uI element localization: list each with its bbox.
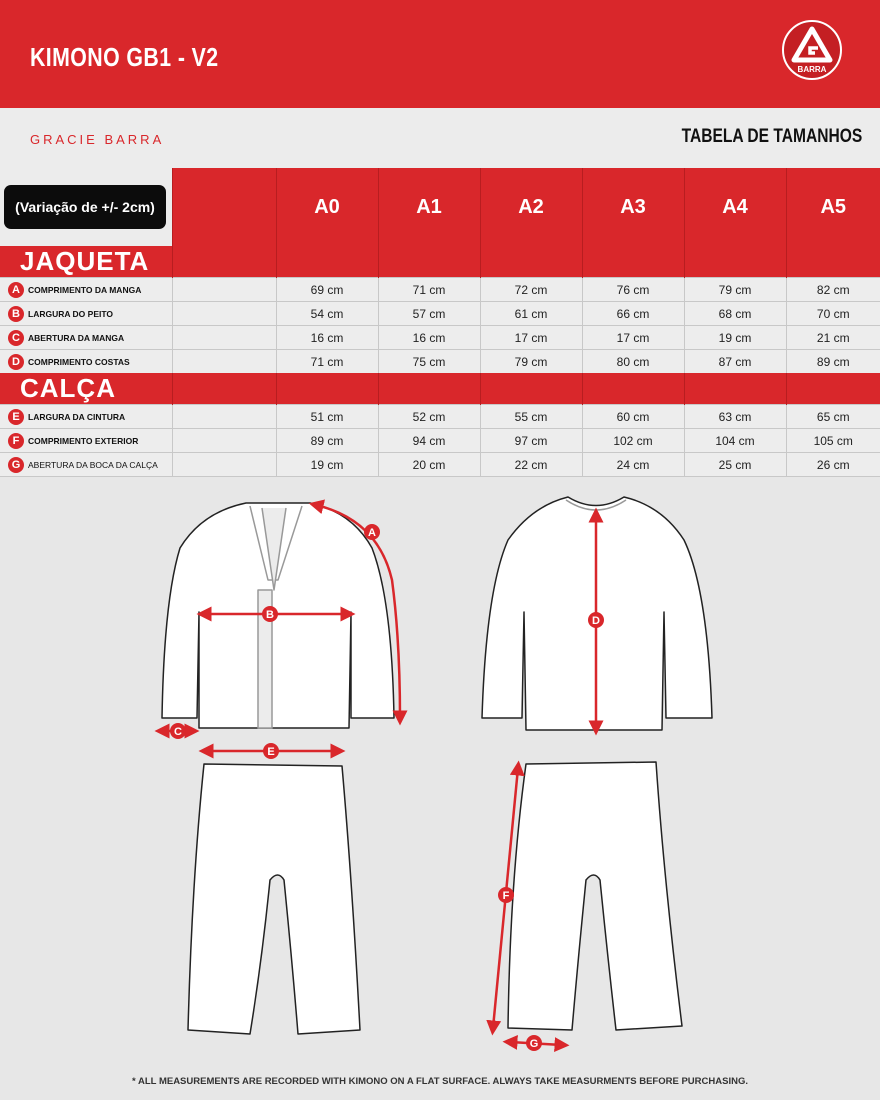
table-cell: 20 cm [378, 453, 480, 477]
size-chart-title: TABELA DE TAMANHOS [681, 126, 862, 147]
row-label [0, 326, 172, 350]
table-cell: 51 cm [276, 405, 378, 429]
marker-g-letter: G [529, 1038, 539, 1050]
table-cell: 16 cm [276, 326, 378, 350]
measurement-diagram [0, 486, 880, 1066]
table-cell: 68 cm [684, 302, 786, 326]
table-cell: 54 cm [276, 302, 378, 326]
marker-badge: F [8, 433, 24, 449]
table-row [0, 350, 880, 374]
marker-badge: C [8, 330, 24, 346]
row-label [0, 302, 172, 326]
table-cell: 94 cm [378, 429, 480, 453]
table-cell: 70 cm [786, 302, 880, 326]
marker-f-letter: F [502, 890, 510, 902]
table-cell: 22 cm [480, 453, 582, 477]
logo-text: BARRA [797, 65, 827, 74]
gracie-barra-logo [782, 20, 842, 80]
size-header: A3 [582, 168, 684, 246]
section-label: CALÇA [0, 373, 172, 405]
brand-wordmark: GRACIE BARRA [30, 132, 165, 147]
size-header-row [0, 168, 880, 246]
row-label [0, 405, 172, 429]
marker-badge: A [8, 282, 24, 298]
row-label [0, 278, 172, 302]
table-cell: 57 cm [378, 302, 480, 326]
marker-a [364, 524, 380, 540]
table-cell: 25 cm [684, 453, 786, 477]
table-cell: 97 cm [480, 429, 582, 453]
table-cell: 79 cm [684, 278, 786, 302]
size-header: A2 [480, 168, 582, 246]
marker-c [170, 723, 186, 739]
table-cell: 55 cm [480, 405, 582, 429]
size-header: A1 [378, 168, 480, 246]
size-header: A4 [684, 168, 786, 246]
size-header: A5 [786, 168, 880, 246]
row-label-text: COMPRIMENTO DA MANGA [28, 284, 142, 295]
table-cell: 71 cm [378, 278, 480, 302]
table-cell: 71 cm [276, 350, 378, 374]
variation-cell [0, 168, 172, 246]
table-cell: 19 cm [276, 453, 378, 477]
header-spacer [172, 168, 276, 246]
variation-badge: (Variação de +/- 2cm) [4, 185, 166, 229]
row-label [0, 350, 172, 374]
marker-e-letter: E [267, 746, 275, 758]
jacket-front-drawing [162, 503, 394, 728]
pants-back-drawing [508, 762, 682, 1030]
size-header: A0 [276, 168, 378, 246]
marker-d-letter: D [592, 615, 600, 627]
table-cell: 60 cm [582, 405, 684, 429]
row-label-text: ABERTURA DA BOCA DA CALÇA [28, 459, 158, 470]
table-row [0, 429, 880, 453]
row-label [0, 429, 172, 453]
table-cell: 87 cm [684, 350, 786, 374]
table-cell: 17 cm [582, 326, 684, 350]
section-row-jaqueta [0, 246, 880, 278]
table-cell: 105 cm [786, 429, 880, 453]
table-cell: 26 cm [786, 453, 880, 477]
table-cell: 61 cm [480, 302, 582, 326]
table-cell: 21 cm [786, 326, 880, 350]
table-cell: 19 cm [684, 326, 786, 350]
row-label-text: ABERTURA DA MANGA [28, 332, 125, 343]
table-cell: 104 cm [684, 429, 786, 453]
table-row [0, 302, 880, 326]
page-title: KIMONO GB1 - V2 [30, 42, 219, 72]
table-cell: 66 cm [582, 302, 684, 326]
row-label-text: LARGURA DA CINTURA [28, 411, 126, 422]
marker-b [262, 606, 278, 622]
marker-c-letter: C [174, 726, 182, 738]
row-label-text: LARGURA DO PEITO [28, 308, 114, 319]
table-cell: 89 cm [786, 350, 880, 374]
footnote: * ALL MEASUREMENTS ARE RECORDED WITH KIMONO ON A FLAT SURFACE. ALWAYS TAKE MEASURMENTS BEFORE PURCHASING. [132, 1076, 748, 1087]
marker-badge: B [8, 306, 24, 322]
marker-badge: E [8, 409, 24, 425]
table-cell: 82 cm [786, 278, 880, 302]
table-cell: 63 cm [684, 405, 786, 429]
table-row [0, 326, 880, 350]
marker-f [498, 887, 514, 903]
table-cell: 16 cm [378, 326, 480, 350]
table-cell: 80 cm [582, 350, 684, 374]
table-cell: 52 cm [378, 405, 480, 429]
marker-g [526, 1035, 542, 1051]
table-cell: 24 cm [582, 453, 684, 477]
table-row [0, 405, 880, 429]
marker-b-letter: B [266, 609, 274, 621]
section-label: JAQUETA [0, 246, 172, 278]
marker-badge: G [8, 457, 24, 473]
row-label-text: COMPRIMENTO EXTERIOR [28, 435, 139, 446]
table-cell: 102 cm [582, 429, 684, 453]
table-cell: 72 cm [480, 278, 582, 302]
table-cell: 79 cm [480, 350, 582, 374]
table-cell: 69 cm [276, 278, 378, 302]
table-row [0, 453, 880, 477]
row-label-text: COMPRIMENTO COSTAS [28, 356, 130, 367]
pants-front-drawing [188, 764, 360, 1034]
row-label [0, 453, 172, 477]
section-row-calca [0, 373, 880, 405]
marker-d [588, 612, 604, 628]
table-cell: 17 cm [480, 326, 582, 350]
marker-a-letter: A [368, 527, 376, 539]
table-row [0, 278, 880, 302]
marker-badge: D [8, 354, 24, 370]
size-table [0, 168, 880, 477]
table-cell: 89 cm [276, 429, 378, 453]
table-cell: 75 cm [378, 350, 480, 374]
table-cell: 76 cm [582, 278, 684, 302]
marker-e [263, 743, 279, 759]
header-banner [0, 0, 880, 108]
table-cell: 65 cm [786, 405, 880, 429]
